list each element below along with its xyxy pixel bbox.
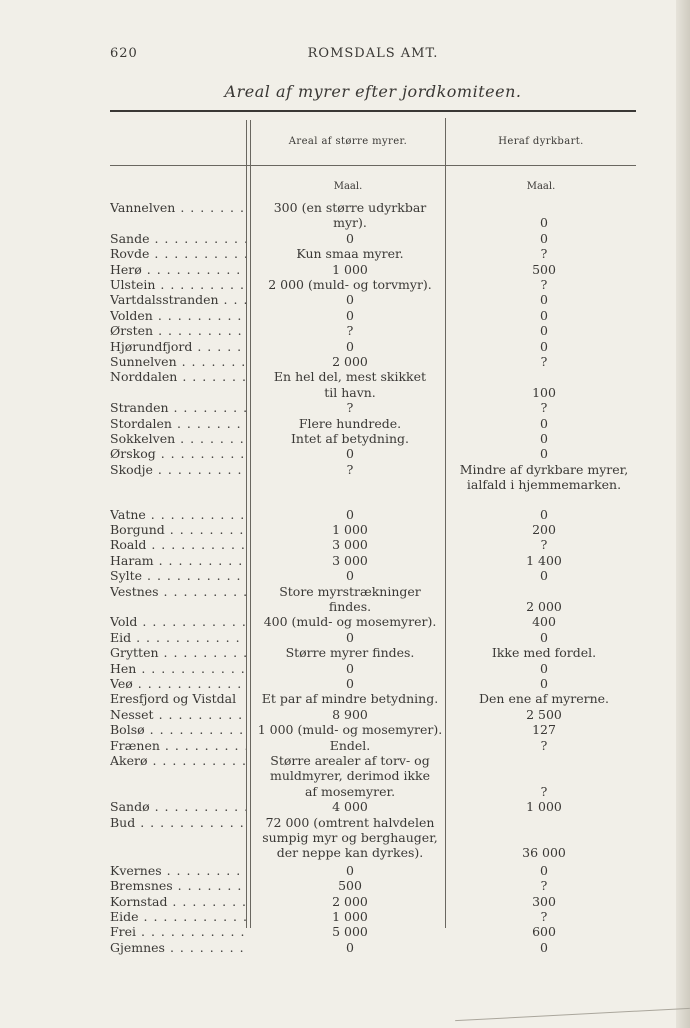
- arable-value: Ikke med fordel.: [491, 645, 597, 661]
- arable-value: ?: [540, 878, 548, 894]
- row-name: Vatne . . .: [110, 507, 246, 522]
- area-value: Et par af mindre betydning.: [261, 691, 439, 707]
- table-row: [110, 446, 636, 461]
- table-row: [110, 894, 636, 909]
- row-name: Vestnes . . .: [110, 584, 246, 599]
- row-name: Akerø . . .: [110, 753, 246, 768]
- row-name: Volden . . .: [110, 308, 246, 323]
- area-value: sumpig myr og berghauger,: [262, 829, 438, 845]
- row-name: Hjørundfjord . . .: [110, 339, 246, 354]
- area-value: 0: [346, 629, 354, 645]
- area-value: ?: [346, 461, 354, 477]
- row-name: Vartdalsstranden . . .: [110, 292, 246, 307]
- area-value: 0: [346, 660, 354, 676]
- arable-value: 0: [540, 323, 548, 339]
- row-name: Sunnelven . . .: [110, 354, 246, 369]
- row-name: Roald . . .: [110, 537, 246, 552]
- table-row: [110, 722, 636, 737]
- area-value: til havn.: [324, 384, 376, 400]
- arable-value: 300: [532, 893, 556, 909]
- table-row: [110, 262, 636, 277]
- area-value: 0: [346, 676, 354, 691]
- row-name: Eresfjord og Vistdal: [110, 691, 237, 707]
- table-row: [110, 909, 636, 924]
- table-row: [110, 507, 636, 522]
- arable-value: ialfald i hjemmemarken.: [466, 477, 622, 493]
- table-row: [110, 323, 636, 338]
- page-edge: [676, 0, 690, 1028]
- area-value: 0: [346, 307, 354, 323]
- page-header: [110, 46, 636, 66]
- row-name: Skodje . . .: [110, 462, 246, 477]
- row-name: Haram . . .: [110, 553, 246, 568]
- top-rule: [110, 110, 636, 112]
- table-row: [110, 815, 636, 861]
- area-value: findes.: [328, 598, 372, 614]
- area-value: 0: [346, 568, 354, 584]
- area-value: 72 000 (omtrent halvdelen: [265, 814, 435, 830]
- area-value: 0: [346, 230, 354, 246]
- arable-value: 500: [532, 261, 556, 277]
- row-name: Hen . . .: [110, 661, 246, 676]
- area-value: Større myrer findes.: [285, 645, 415, 661]
- table-row: [110, 277, 636, 292]
- area-value: Flere hundrede.: [298, 415, 402, 431]
- area-value: ?: [346, 400, 354, 416]
- row-name: Rovde . . .: [110, 246, 246, 261]
- arable-value: ?: [540, 246, 548, 262]
- area-column-header: Areal af større myrer.: [288, 136, 408, 147]
- table-row: [110, 661, 636, 676]
- area-value: 1 000: [332, 522, 368, 537]
- arable-value: Mindre af dyrkbare myrer,: [459, 461, 629, 477]
- arable-value: 0: [540, 660, 548, 676]
- row-name: Ulstein . . .: [110, 277, 246, 292]
- table-row: [110, 753, 636, 799]
- arable-value: ?: [540, 537, 548, 553]
- table-row: [110, 400, 636, 415]
- row-name: Frei . . .: [110, 924, 246, 939]
- area-value: 4 000: [332, 799, 368, 815]
- table-row: [110, 308, 636, 323]
- area-value: Større arealer af torv- og: [270, 753, 430, 768]
- area-value: 2 000: [332, 893, 368, 909]
- arable-value: 0: [540, 506, 548, 522]
- area-value: Endel.: [329, 737, 371, 753]
- row-name: Sande . . .: [110, 231, 246, 246]
- arable-value: 0: [540, 292, 548, 308]
- arable-value: 0: [540, 307, 548, 323]
- row-name: Frænen . . .: [110, 738, 246, 753]
- arable-value: 1 400: [526, 552, 562, 568]
- area-value: 2 000: [332, 354, 368, 369]
- table-row: [110, 537, 636, 552]
- table-row: [110, 354, 636, 369]
- row-name: Gjemnes . . .: [110, 940, 246, 955]
- table-row: [110, 676, 636, 691]
- table-row: [110, 231, 636, 246]
- row-name: Kornstad . . .: [110, 894, 246, 909]
- arable-value: 400: [532, 614, 556, 630]
- corner-mark: [455, 1008, 690, 1021]
- table-row: [110, 200, 636, 231]
- row-name: Borgund . . .: [110, 522, 246, 537]
- page-number: 620: [110, 46, 138, 61]
- row-name: Ørsten . . .: [110, 323, 246, 338]
- table-row: [110, 878, 636, 893]
- arable-value: 127: [532, 722, 556, 738]
- area-value: 1 000 (muld- og mosemyrer).: [257, 722, 443, 738]
- row-name: Stranden . . .: [110, 400, 246, 415]
- table-row: [110, 630, 636, 645]
- area-value: 1 000: [332, 261, 368, 277]
- table-row: [110, 553, 636, 568]
- row-name: Veø . . .: [110, 676, 246, 691]
- area-value: En hel del, mest skikket: [273, 369, 427, 385]
- table-row: [110, 568, 636, 583]
- row-name: Bud . . .: [110, 815, 246, 830]
- area-value: 3 000: [332, 537, 368, 553]
- row-name: Sokkelven . . .: [110, 431, 246, 446]
- arable-value: 0: [540, 338, 548, 354]
- area-value: 400 (muld- og mosemyrer).: [263, 614, 437, 630]
- arable-value: 0: [540, 415, 548, 431]
- arable-value: 0: [540, 629, 548, 645]
- table-row: [110, 614, 636, 629]
- table-row: [110, 292, 636, 307]
- area-value: ?: [346, 323, 354, 339]
- row-name: Stordalen . . .: [110, 416, 246, 431]
- row-name: Bolsø . . .: [110, 722, 246, 737]
- area-value: Kun smaa myrer.: [296, 246, 404, 262]
- table-row: [110, 246, 636, 261]
- table-row: [110, 584, 636, 615]
- arable-value: 200: [532, 522, 556, 537]
- row-name: Eid . . .: [110, 630, 246, 645]
- area-value: 3 000: [332, 552, 368, 568]
- arable-value: 100: [532, 384, 556, 400]
- arable-value: ?: [540, 783, 548, 799]
- area-unit: Maal.: [333, 181, 363, 192]
- table-row: [110, 431, 636, 446]
- arable-value: 0: [540, 230, 548, 246]
- arable-value: ?: [540, 277, 548, 292]
- arable-value: ?: [540, 737, 548, 753]
- table-title: Areal af myrer efter jordkomiteen.: [224, 82, 522, 101]
- row-name: Sandø . . .: [110, 799, 246, 814]
- header-rule: [110, 165, 636, 166]
- area-value: 0: [346, 446, 354, 462]
- table-row: [110, 940, 636, 955]
- row-name: Nesset . . .: [110, 707, 246, 722]
- table-row: [110, 522, 636, 537]
- arable-value: 0: [540, 676, 548, 691]
- row-name: Sylte . . .: [110, 568, 246, 583]
- row-name: Grytten . . .: [110, 645, 246, 660]
- area-value: 0: [346, 506, 354, 522]
- table-row: [110, 339, 636, 354]
- row-name: Herø . . .: [110, 262, 246, 277]
- arable-unit: Maal.: [526, 181, 556, 192]
- area-value: 0: [346, 862, 354, 878]
- row-name: Kvernes . . .: [110, 863, 246, 878]
- area-value: 0: [346, 338, 354, 354]
- table-row: [110, 645, 636, 660]
- arable-value: 0: [540, 215, 548, 231]
- area-value: 500: [338, 878, 362, 894]
- area-value: Store myrstrækninger: [279, 583, 421, 599]
- arable-value: 0: [540, 446, 548, 462]
- arable-value: 0: [540, 568, 548, 584]
- area-value: af mosemyrer.: [304, 783, 396, 799]
- area-value: 0: [346, 939, 354, 955]
- arable-value: 600: [532, 924, 556, 940]
- row-name: Ørskog . . .: [110, 446, 246, 461]
- arable-value: ?: [540, 909, 548, 924]
- table-row: [110, 416, 636, 431]
- area-value: 8 900: [332, 706, 368, 722]
- arable-value: 2 000: [526, 598, 562, 614]
- row-name: Bremsnes . . .: [110, 878, 246, 893]
- table-row: [110, 707, 636, 722]
- area-value: 1 000: [332, 909, 368, 924]
- row-name: Vannelven . . .: [110, 200, 246, 215]
- area-value: 2 000 (muld- og torvmyr).: [268, 277, 432, 292]
- arable-value: Den ene af myrerne.: [479, 691, 609, 707]
- running-title: ROMSDALS AMT.: [307, 46, 439, 61]
- area-value: 0: [346, 292, 354, 308]
- table-row: [110, 924, 636, 939]
- area-value: muldmyrer, derimod ikke: [269, 768, 430, 784]
- arable-value: 0: [540, 862, 548, 878]
- arable-value: ?: [540, 400, 548, 416]
- area-value: 300 (en større udyrkbar: [273, 200, 427, 215]
- arable-value: 0: [540, 431, 548, 446]
- area-value: der neppe kan dyrkes).: [276, 845, 424, 861]
- arable-value: 0: [540, 939, 548, 955]
- table-row: [110, 691, 636, 706]
- arable-value: 1 000: [526, 799, 562, 815]
- area-value: Intet af betydning.: [290, 431, 410, 446]
- row-name: Norddalen . . .: [110, 369, 246, 384]
- row-name: Eide . . .: [110, 909, 246, 924]
- table-row: [110, 369, 636, 400]
- arable-value: 2 500: [526, 706, 562, 722]
- area-value: 5 000: [332, 924, 368, 940]
- arable-value: ?: [540, 354, 548, 369]
- table-row: [110, 462, 636, 493]
- table-row: [110, 863, 636, 878]
- arable-column-header: Heraf dyrkbart.: [498, 136, 584, 147]
- table-row: [110, 738, 636, 753]
- area-value: myr).: [333, 215, 367, 231]
- arable-value: 36 000: [522, 845, 566, 861]
- table-row: [110, 799, 636, 814]
- row-name: Vold . . .: [110, 614, 246, 629]
